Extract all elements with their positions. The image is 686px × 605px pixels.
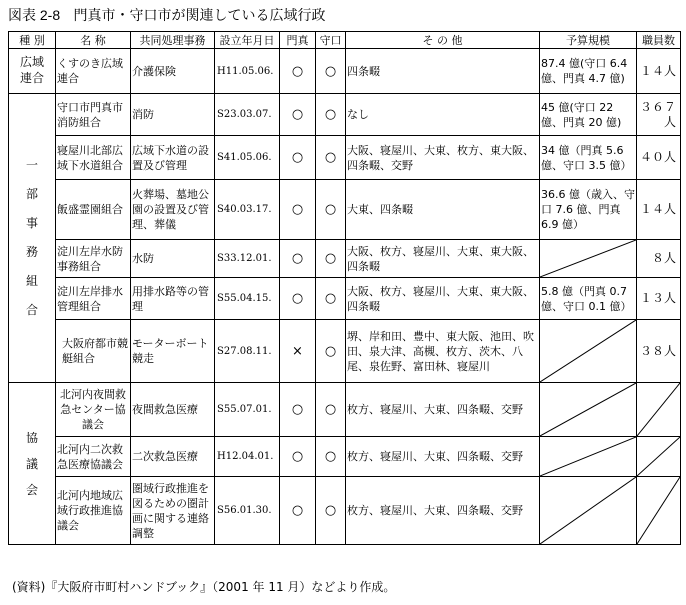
- source-note: (資料)『大阪府市町村ハンドブック』（2001 年 11 月）などより作成。: [12, 580, 396, 594]
- moriguchi-mark: ○: [316, 49, 346, 94]
- date-cell: S23.03.07.: [215, 94, 280, 136]
- table-row: [9, 477, 681, 545]
- name-cell: くすのき広域連合: [56, 49, 131, 94]
- kadoma-mark: ○: [280, 278, 316, 320]
- other-cell: 枚方、寝屋川、大東、四条畷、交野: [346, 437, 540, 477]
- header-cell: 共同処理事務: [131, 32, 215, 49]
- budget-cell: 87.4 億(守口 6.4 億、門真 4.7 億): [540, 49, 637, 94]
- group-kyogikai: 協議会: [9, 383, 56, 545]
- header-cell: 予算規模: [540, 32, 637, 49]
- kadoma-mark: ○: [280, 94, 316, 136]
- budget-cell-empty: [540, 383, 637, 437]
- diagonal-slash: [540, 437, 636, 476]
- header-cell: 門真: [280, 32, 316, 49]
- kadoma-mark: ○: [280, 437, 316, 477]
- task-cell: 夜間救急医療: [131, 383, 215, 437]
- page-title: [8, 5, 325, 25]
- header-row: [9, 32, 681, 49]
- task-cell: 水防: [131, 240, 215, 278]
- diagonal-slash: [637, 477, 680, 544]
- figure-title: 門真市・守口市が関連している広域行政: [73, 8, 326, 24]
- staff-cell-empty: [637, 477, 681, 545]
- moriguchi-mark: ○: [316, 240, 346, 278]
- other-cell: なし: [346, 94, 540, 136]
- date-cell: S55.04.15.: [215, 278, 280, 320]
- name-cell: 守口市門真市消防組合: [56, 94, 131, 136]
- budget-cell-empty: [540, 437, 637, 477]
- table-row: [9, 437, 681, 477]
- table-row: [9, 136, 681, 180]
- name-cell: 大阪府都市競艇組合: [56, 320, 131, 383]
- table-row: [9, 240, 681, 278]
- kadoma-mark: ○: [280, 49, 316, 94]
- staff-cell-empty: [637, 437, 681, 477]
- header-cell: 職員数: [637, 32, 681, 49]
- other-cell: 枚方、寝屋川、大東、四条畷、交野: [346, 383, 540, 437]
- moriguchi-mark: ○: [316, 94, 346, 136]
- table-row: [9, 94, 681, 136]
- date-cell: S56.01.30.: [215, 477, 280, 545]
- other-cell: 大阪、寝屋川、大東、枚方、東大阪、四条畷、交野: [346, 136, 540, 180]
- task-cell: 二次救急医療: [131, 437, 215, 477]
- kadoma-mark: ○: [280, 240, 316, 278]
- task-cell: 広域下水道の設置及び管理: [131, 136, 215, 180]
- header-cell: 守口: [316, 32, 346, 49]
- name-cell: 北河内二次救急医療協議会: [56, 437, 131, 477]
- budget-cell: 45 億(守口 22 億、門真 20 億): [540, 94, 637, 136]
- name-cell: 淀川左岸水防事務組合: [56, 240, 131, 278]
- moriguchi-mark: ○: [316, 477, 346, 545]
- staff-cell: １４人: [637, 49, 681, 94]
- task-cell: 火葬場、墓地公園の設置及び管理、葬儀: [131, 180, 215, 240]
- task-cell: 圏域行政推進を図るための圏計画に関する連絡調整: [131, 477, 215, 545]
- task-cell: 用排水路等の管理: [131, 278, 215, 320]
- date-cell: S41.05.06.: [215, 136, 280, 180]
- header-cell: 名 称: [56, 32, 131, 49]
- name-cell: 北河内地域広域行政推進協議会: [56, 477, 131, 545]
- diagonal-slash: [637, 437, 680, 476]
- other-cell: 大東、四条畷: [346, 180, 540, 240]
- moriguchi-mark: ○: [316, 320, 346, 383]
- staff-cell-empty: [637, 383, 681, 437]
- budget-cell-empty: [540, 320, 637, 383]
- date-cell: S33.12.01.: [215, 240, 280, 278]
- table-row: [9, 49, 681, 94]
- task-cell: モーターボート競走: [131, 320, 215, 383]
- table-row: [9, 320, 681, 383]
- moriguchi-mark: ○: [316, 383, 346, 437]
- budget-cell-empty: [540, 240, 637, 278]
- name-cell: 寝屋川北部広域下水道組合: [56, 136, 131, 180]
- task-cell: 介護保険: [131, 49, 215, 94]
- date-cell: S40.03.17.: [215, 180, 280, 240]
- other-cell: 枚方、寝屋川、大東、四条畷、交野: [346, 477, 540, 545]
- name-cell: 飯盛霊園組合: [56, 180, 131, 240]
- diagonal-slash: [540, 320, 636, 382]
- table-row: [9, 383, 681, 437]
- date-cell: H11.05.06.: [215, 49, 280, 94]
- table-row: [9, 180, 681, 240]
- budget-cell-empty: [540, 477, 637, 545]
- staff-cell: ４０人: [637, 136, 681, 180]
- other-cell: 大阪、枚方、寝屋川、大東、東大阪、四条畷: [346, 278, 540, 320]
- budget-cell: 5.8 億（門真 0.7 億、守口 0.1 億）: [540, 278, 637, 320]
- name-cell: 淀川左岸排水管理組合: [56, 278, 131, 320]
- other-cell: 大阪、枚方、寝屋川、大東、東大阪、四条畷: [346, 240, 540, 278]
- moriguchi-mark: ○: [316, 136, 346, 180]
- moriguchi-mark: ○: [316, 437, 346, 477]
- kadoma-mark: ○: [280, 383, 316, 437]
- table-row: [9, 278, 681, 320]
- group-ichibu: 一部事務組合: [9, 94, 56, 383]
- kadoma-mark: ○: [280, 180, 316, 240]
- moriguchi-mark: ○: [316, 180, 346, 240]
- diagonal-slash: [540, 477, 636, 544]
- staff-cell: １４人: [637, 180, 681, 240]
- staff-cell: ３８人: [637, 320, 681, 383]
- header-cell: そ の 他: [346, 32, 540, 49]
- figure-number: 図表 2-8: [8, 7, 61, 23]
- other-cell: 四条畷: [346, 49, 540, 94]
- header-cell: 種 別: [9, 32, 56, 49]
- header-cell: 設立年月日: [215, 32, 280, 49]
- budget-cell: 36.6 億（歳入、守口 7.6 億、門真 6.9 億）: [540, 180, 637, 240]
- name-cell: 北河内夜間救急センター協議会: [56, 383, 131, 437]
- date-cell: S55.07.01.: [215, 383, 280, 437]
- diagonal-slash: [540, 240, 636, 277]
- task-cell: 消防: [131, 94, 215, 136]
- date-cell: H12.04.01.: [215, 437, 280, 477]
- other-cell: 堺、岸和田、豊中、東大阪、池田、吹田、泉大津、高槻、枚方、茨木、八尾、泉佐野、富田林、寝屋川: [346, 320, 540, 383]
- budget-cell: 34 億（門真 5.6 億、守口 3.5 億）: [540, 136, 637, 180]
- staff-cell: １３人: [637, 278, 681, 320]
- staff-cell: ８人: [637, 240, 681, 278]
- moriguchi-mark: ○: [316, 278, 346, 320]
- kadoma-mark: ×: [280, 320, 316, 383]
- kadoma-mark: ○: [280, 477, 316, 545]
- diagonal-slash: [540, 383, 636, 436]
- staff-cell: ３６７人: [637, 94, 681, 136]
- diagonal-slash: [637, 383, 680, 436]
- regional-administration-table: [8, 31, 681, 545]
- date-cell: S27.08.11.: [215, 320, 280, 383]
- group-kouiki: 広域連合: [9, 49, 56, 94]
- kadoma-mark: ○: [280, 136, 316, 180]
